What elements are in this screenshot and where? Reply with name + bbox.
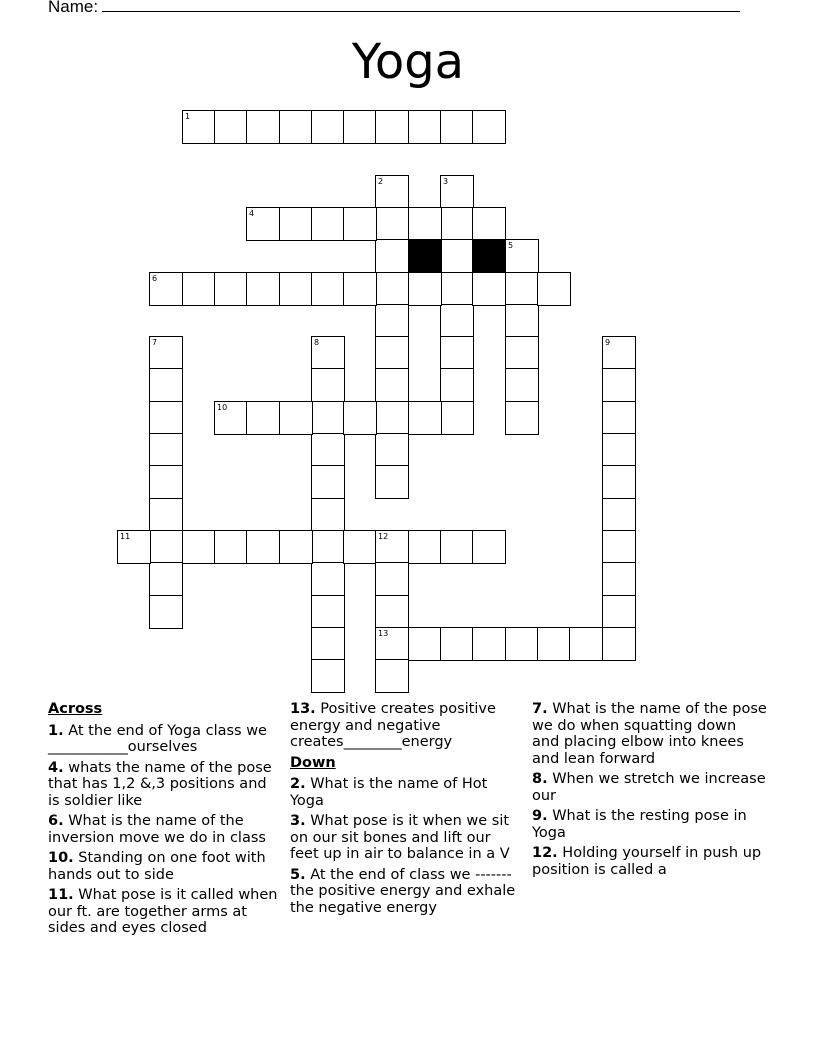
clue-number: 10 [217, 403, 228, 412]
clue-across-10: 10. Standing on one foot with hands out to side [48, 850, 266, 883]
grid-cell[interactable] [440, 207, 474, 241]
grid-cell[interactable] [214, 110, 248, 144]
grid-cell[interactable] [602, 465, 636, 499]
grid-cell[interactable] [279, 110, 313, 144]
grid-cell[interactable] [408, 207, 442, 241]
grid-cell[interactable] [279, 530, 313, 564]
grid-cell[interactable] [569, 627, 603, 661]
grid-cell[interactable] [440, 304, 474, 338]
grid-cell[interactable] [472, 110, 506, 144]
grid-cell[interactable] [602, 498, 636, 532]
grid-cell[interactable] [375, 110, 409, 144]
grid-cell[interactable] [375, 562, 409, 596]
grid-cell[interactable] [602, 336, 636, 370]
grid-cell[interactable] [375, 433, 409, 467]
grid-cell[interactable] [311, 110, 345, 144]
grid-cell[interactable] [602, 562, 636, 596]
grid-cell[interactable] [375, 239, 409, 273]
grid-cell[interactable] [408, 530, 442, 564]
grid-cell[interactable] [440, 530, 474, 564]
grid-cell[interactable] [117, 530, 151, 564]
grid-cell[interactable] [375, 595, 409, 629]
clue-number: 4 [249, 209, 255, 218]
grid-cell[interactable] [214, 272, 248, 306]
clue-number: 6 [152, 274, 158, 283]
clue-across-6: 6. What is the name of the inversion move we do in class [48, 813, 266, 846]
grid-cell[interactable] [149, 530, 183, 564]
grid-cell[interactable] [440, 627, 474, 661]
grid-cell[interactable] [343, 110, 377, 144]
grid-cell[interactable] [311, 336, 345, 370]
grid-cell[interactable] [375, 272, 409, 306]
grid-cell[interactable] [311, 465, 345, 499]
grid-cell[interactable] [375, 530, 409, 564]
grid-cell[interactable] [246, 110, 280, 144]
grid-cell[interactable] [279, 272, 313, 306]
grid-cell[interactable] [311, 530, 345, 564]
grid-cell[interactable] [602, 368, 636, 402]
grid-cell[interactable] [311, 368, 345, 402]
grid-cell[interactable] [408, 272, 442, 306]
clue-down-12: 12. Holding yourself in push up position is called a [532, 845, 762, 878]
grid-cell[interactable] [311, 595, 345, 629]
name-label: Name: [48, 0, 99, 16]
grid-cell[interactable] [311, 659, 345, 693]
clue-number: 12 [378, 532, 389, 541]
grid-cell[interactable] [602, 595, 636, 629]
grid-cell[interactable] [149, 498, 183, 532]
clue-across-4: 4. whats the name of the pose that has 1,2 &,3 positions and is soldier like [48, 759, 272, 809]
clue-down-9: 9. What is the resting pose in Yoga [532, 808, 747, 841]
grid-cell[interactable] [472, 530, 506, 564]
grid-cell[interactable] [375, 175, 409, 209]
grid-cell[interactable] [375, 368, 409, 402]
grid-cell[interactable] [279, 401, 313, 435]
grid-cell[interactable] [472, 627, 506, 661]
grid-cell[interactable] [440, 368, 474, 402]
clue-column-1 [48, 701, 280, 941]
grid-cell[interactable] [343, 530, 377, 564]
grid-cell[interactable] [246, 401, 280, 435]
grid-cell[interactable] [279, 207, 313, 241]
clue-down-3: 3. What pose is it when we sit on our sit bones and lift our feet up in air to balance in a V [290, 813, 510, 862]
grid-cell[interactable] [408, 110, 442, 144]
grid-cell[interactable] [149, 562, 183, 596]
grid-cell[interactable] [343, 272, 377, 306]
grid-cell[interactable] [311, 207, 345, 241]
clue-number: 11 [120, 532, 131, 541]
grid-cell[interactable] [408, 627, 442, 661]
clue-across-13: 13. Positive creates positive energy and negative creates________energy [290, 701, 496, 750]
grid-cell[interactable] [149, 595, 183, 629]
clue-number: 8 [314, 338, 320, 347]
grid-cell[interactable] [602, 530, 636, 564]
grid-cell[interactable] [440, 239, 474, 273]
grid-cell[interactable] [246, 272, 280, 306]
grid-cell[interactable] [182, 530, 216, 564]
grid-cell[interactable] [505, 401, 539, 435]
grid-cell[interactable] [311, 627, 345, 661]
grid-cell[interactable] [375, 659, 409, 693]
clue-number: 3 [443, 177, 449, 186]
grid-cell[interactable] [375, 207, 409, 241]
grid-cell[interactable] [375, 465, 409, 499]
across-heading: Across [48, 701, 103, 717]
clue-across-11: 11. What pose is it called when our ft. are together arms at sides and eyes closed [48, 887, 278, 936]
grid-cell[interactable] [246, 207, 280, 241]
clue-number: 1 [185, 112, 191, 121]
grid-cell[interactable] [505, 627, 539, 661]
grid-cell-black [472, 239, 506, 273]
page-title: Yoga [351, 34, 465, 90]
clue-column-3 [532, 701, 768, 882]
grid-cell[interactable] [311, 562, 345, 596]
grid-cell[interactable] [311, 498, 345, 532]
grid-cell[interactable] [505, 239, 539, 273]
grid-cell[interactable] [149, 401, 183, 435]
grid-cell[interactable] [214, 530, 248, 564]
clue-down-5: 5. At the end of class we ------- the positive energy and exhale the negative energy [290, 866, 516, 916]
grid-cell[interactable] [440, 401, 474, 435]
grid-cell[interactable] [537, 627, 571, 661]
grid-cell[interactable] [505, 336, 539, 370]
grid-cell[interactable] [375, 627, 409, 661]
grid-cell[interactable] [440, 336, 474, 370]
grid-cell[interactable] [311, 272, 345, 306]
down-heading: Down [290, 754, 336, 771]
grid-cell[interactable] [311, 433, 345, 467]
grid-cell[interactable] [246, 530, 280, 564]
grid-cell-black [408, 239, 442, 273]
clue-number: 9 [605, 338, 611, 347]
clue-number: 2 [378, 177, 384, 186]
grid-cell[interactable] [149, 368, 183, 402]
grid-cell[interactable] [440, 110, 474, 144]
grid-cell[interactable] [343, 207, 377, 241]
clue-number: 7 [152, 338, 158, 347]
grid-cell[interactable] [505, 304, 539, 338]
grid-cell[interactable] [602, 401, 636, 435]
grid-cell[interactable] [375, 304, 409, 338]
grid-cell[interactable] [375, 401, 409, 435]
clue-number: 13 [378, 629, 389, 638]
grid-cell[interactable] [537, 272, 571, 306]
grid-cell[interactable] [149, 433, 183, 467]
grid-cell[interactable] [343, 401, 377, 435]
grid-cell[interactable] [214, 401, 248, 435]
grid-cell[interactable] [602, 433, 636, 467]
grid-cell[interactable] [505, 368, 539, 402]
grid-cell[interactable] [149, 272, 183, 306]
grid-cell[interactable] [602, 627, 636, 661]
grid-cell[interactable] [408, 401, 442, 435]
grid-cell[interactable] [440, 272, 474, 306]
clue-across-1: 1. At the end of Yoga class we ___________ourselves [48, 722, 267, 755]
grid-cell[interactable] [311, 401, 345, 435]
grid-cell[interactable] [182, 272, 216, 306]
grid-cell[interactable] [505, 272, 539, 306]
grid-cell[interactable] [472, 272, 506, 306]
clue-number: 5 [508, 241, 514, 250]
grid-cell[interactable] [472, 207, 506, 241]
grid-cell[interactable] [375, 336, 409, 370]
clue-down-8: 8. When we stretch we increase our [532, 771, 766, 804]
clue-column-2 [290, 701, 522, 920]
grid-cell[interactable] [149, 465, 183, 499]
clue-down-7: 7. What is the name of the pose we do when squatting down and placing elbow into knees and lean forward [532, 701, 767, 767]
grid-cell[interactable] [440, 175, 474, 209]
clue-down-2: 2. What is the name of Hot Yoga [290, 776, 488, 809]
grid-cell[interactable] [149, 336, 183, 370]
grid-cell[interactable] [182, 110, 216, 144]
